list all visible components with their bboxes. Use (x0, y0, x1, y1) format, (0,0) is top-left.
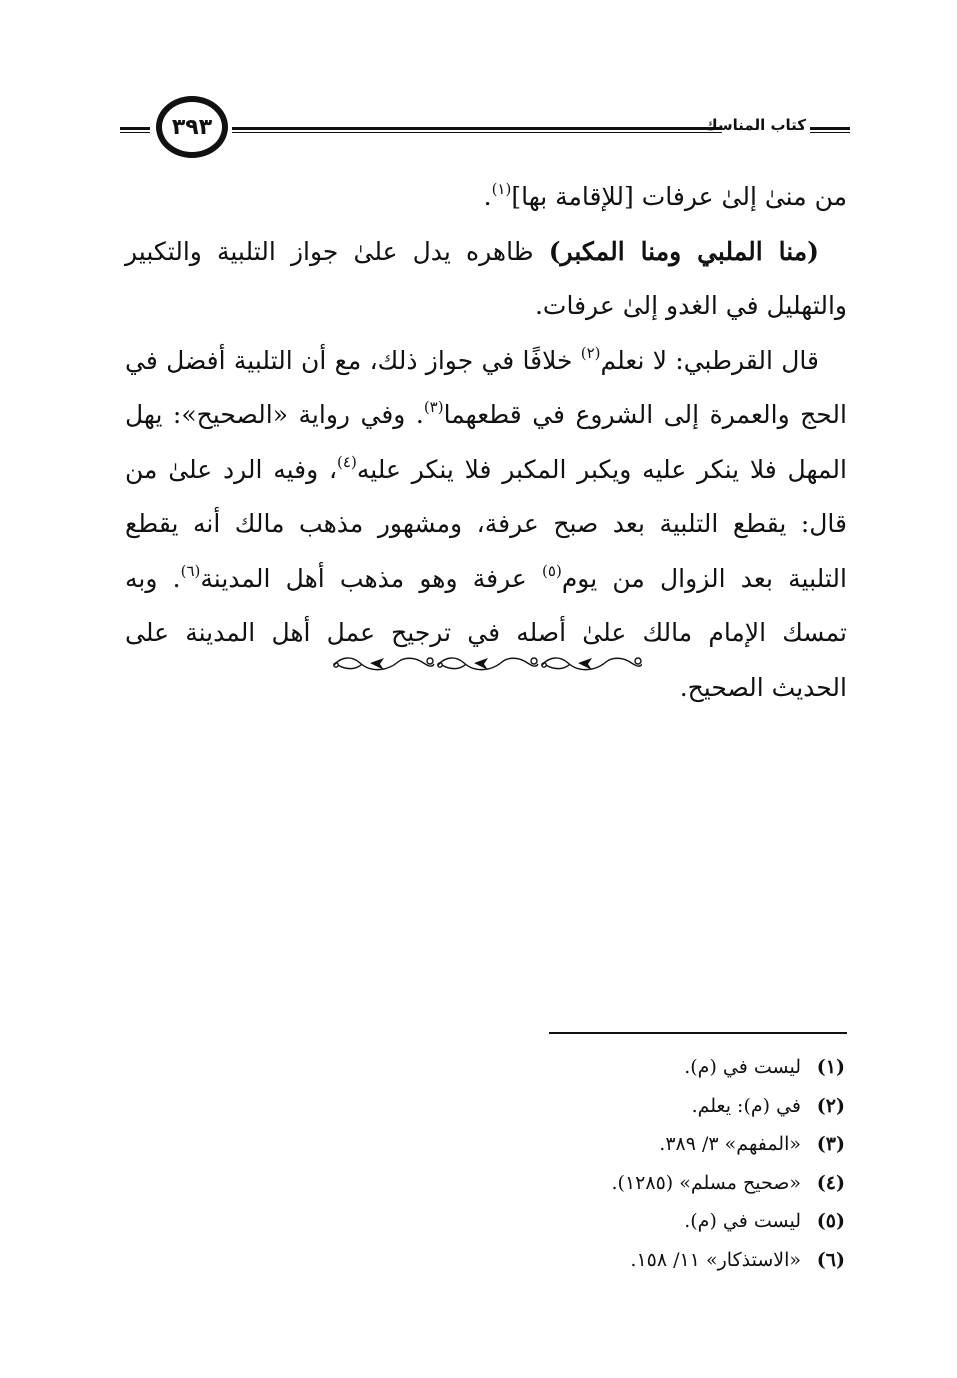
footnote-6 (345, 1241, 845, 1280)
header-rule-right (810, 127, 850, 133)
header-rule-left (120, 127, 150, 133)
footnote-2 (345, 1087, 845, 1126)
floral-divider-icon (330, 650, 642, 678)
text-run: ظاهره يدل علىٰ جواز التلبية والتكبير والتهليل في الغدو إلىٰ عرفات. (125, 236, 847, 320)
footnote-text: في (م): يعلم. (691, 1094, 801, 1117)
text-run: خلافًا في جواز ذلك، مع أن التلبية أفضل في الحج والعمرة إلى الشروع في قطعهما (125, 345, 847, 429)
footnote-ref: (١) (491, 180, 512, 198)
footnote-4 (345, 1164, 845, 1203)
text-run: عرفة وهو مذهب أهل المدينة (200, 563, 543, 593)
footnote-text: «الاستذكار» ١١/ ١٥٨. (630, 1248, 801, 1271)
footnote-ref: (٤) (337, 452, 357, 471)
text-run: . وفي رواية «الصحيح»: يهل المهل فلا ينكر عليه ويكبر المكبر فلا ينكر عليه (125, 400, 847, 484)
footnote-number: (٤) (816, 1171, 845, 1194)
text-run: ، وفيه الرد علىٰ من قال: يقطع التلبية بعد صبح عرفة، ومشهور مذهب مالك أنه يقطع التلبية بعد الزوال من يوم (125, 454, 847, 593)
footnote-ref: (٢) (580, 343, 601, 362)
text-run: من منىٰ إلىٰ عرفات [للإقامة بها] (511, 182, 847, 211)
footnote-text: «صحيح مسلم» (١٢٨٥). (611, 1171, 801, 1194)
footnote-text: ليست في (م). (684, 1056, 801, 1078)
footnote-number: (٢) (816, 1094, 845, 1117)
ornament-unit (438, 658, 538, 670)
footnote-3 (345, 1125, 845, 1164)
footnote-ref: (٣) (423, 398, 444, 416)
text-run: . (483, 182, 492, 211)
footnote-ref: (٥) (542, 561, 562, 580)
footnote-separator (549, 1032, 847, 1034)
footnote-ref: (٦) (180, 561, 201, 580)
main-text (125, 170, 847, 715)
header-rule-middle (232, 127, 722, 133)
paragraph-2 (125, 225, 847, 334)
quoted-phrase: (منا الملبي ومنا المكبر) (548, 236, 819, 266)
ornament-unit (542, 658, 642, 670)
footnote-text: ليست في (م). (684, 1210, 801, 1232)
paragraph-1 (125, 170, 847, 225)
page-number: ٣٩٣ (156, 96, 228, 158)
ornament-unit (334, 658, 434, 670)
footnote-number: (٥) (816, 1210, 845, 1232)
footnote-number: (١) (816, 1056, 845, 1078)
footnote-text: «المفهم» ٣/ ٣٨٩. (659, 1133, 801, 1155)
footnote-number: (٣) (816, 1133, 845, 1155)
running-header (120, 96, 850, 166)
footnote-1 (345, 1048, 845, 1087)
footnote-5 (345, 1202, 845, 1241)
book-title: كتاب المناسك (703, 116, 806, 134)
text-run: . وبه تمسك الإمام مالك علىٰ أصله في ترجيح عمل أهل المدينة على الحديث الصحيح. (125, 563, 847, 702)
text-run: قال القرطبي: لا نعلم (600, 345, 819, 375)
footnotes (345, 1048, 845, 1279)
footnote-number: (٦) (816, 1248, 845, 1271)
